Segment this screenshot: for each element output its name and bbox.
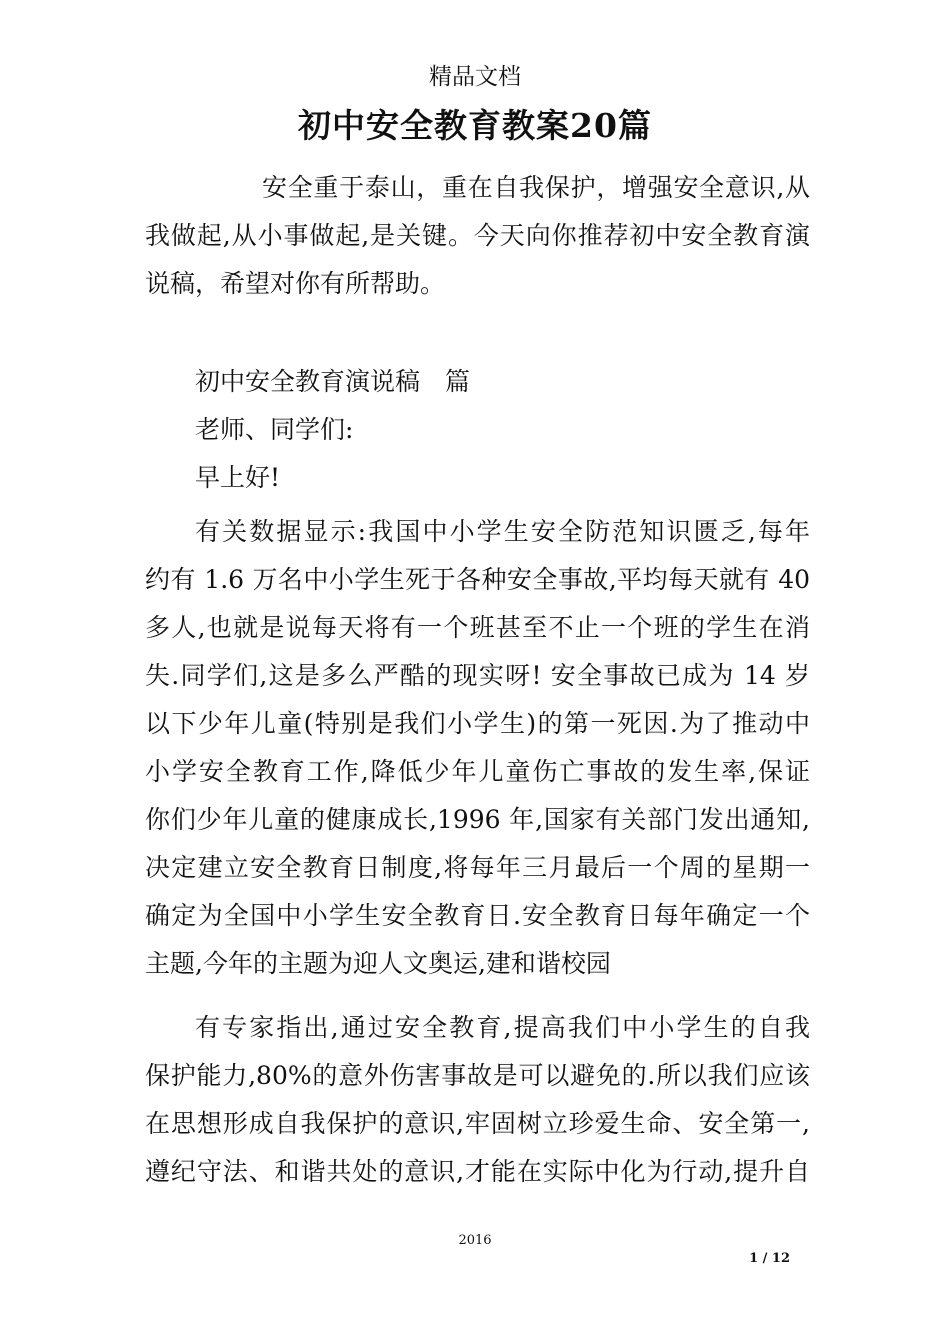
paragraph-line: 决定建立安全教育日制度,将每年三月最后一个周的星期一 [145,853,810,882]
paragraph-line: 保护能力,80%的意外伤害事故是可以避免的.所以我们应该 [145,1061,810,1090]
paragraph-line: 你们少年儿童的健康成长,1996 年,国家有关部门发出通知, [145,805,810,834]
greeting-line: 早上好! [195,463,281,492]
paragraph-line: 有关数据显示:我国中小学生安全防范知识匮乏,每年 [195,517,810,546]
page-indicator: 1 / 12 [749,1251,790,1266]
intro-line: 说稿，希望对你有所帮助。 [145,269,446,298]
intro-paragraph [145,164,810,308]
document-header: 精品文档 [429,64,521,90]
greeting-line: 老师、同学们: [195,415,354,444]
paragraph-line: 以下少年儿童(特别是我们小学生)的第一死因.为了推动中 [145,709,810,738]
paragraph-line: 遵纪守法、和谐共处的意识,才能在实际中化为行动,提升自 [145,1157,810,1186]
paragraph-line: 确定为全国中小学生安全教育日.安全教育日每年确定一个 [145,901,810,930]
body-paragraph-2 [145,1004,810,1196]
body-paragraph-1 [145,508,810,988]
document-title: 初中安全教育教案20篇 [298,106,652,145]
speech-section [145,358,810,502]
paragraph-line: 主题,今年的主题为迎人文奥运,建和谐校园 [145,949,611,978]
paragraph-line: 有专家指出,通过安全教育,提高我们中小学生的自我 [195,1013,810,1042]
intro-line: 安全重于泰山，重在自我保护，增强安全意识,从 [262,173,810,202]
paragraph-line: 失.同学们,这是多么严酷的现实呀! 安全事故已成为 14 岁 [145,661,810,690]
paragraph-line: 小学安全教育工作,降低少年儿童伤亡事故的发生率,保证 [145,757,810,786]
paragraph-line: 约有 1.6 万名中小学生死于各种安全事故,平均每天就有 40 [145,565,810,594]
speech-heading: 初中安全教育演说稿 篇 [195,367,471,396]
paragraph-line: 在思想形成自我保护的意识,牢固树立珍爱生命、安全第一, [145,1109,810,1138]
paragraph-line: 多人,也就是说每天将有一个班甚至不止一个班的学生在消 [145,613,810,642]
intro-line: 我做起,从小事做起,是关键。今天向你推荐初中安全教育演 [145,221,810,250]
footer-year: 2016 [458,1233,492,1248]
